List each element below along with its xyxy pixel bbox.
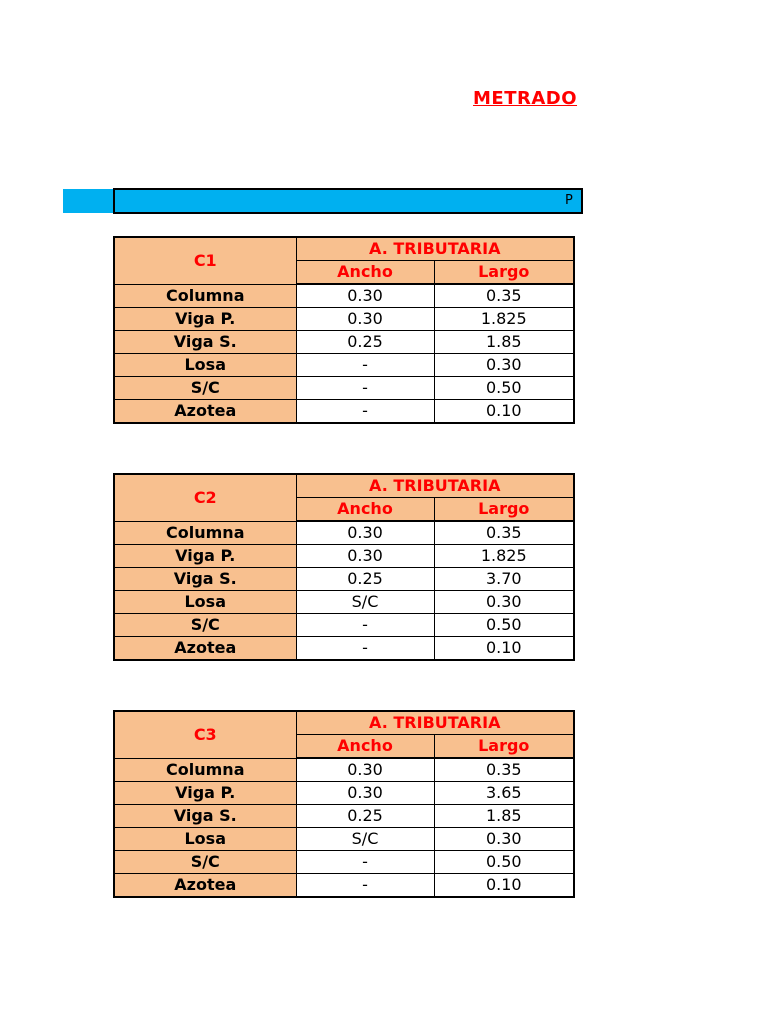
ancho-cell: - [296, 637, 434, 661]
row-label: Viga P. [114, 782, 296, 805]
header-bar-left [63, 189, 113, 213]
ancho-cell: - [296, 377, 434, 400]
table-row [114, 400, 574, 424]
row-label: Viga P. [114, 308, 296, 331]
row-label: S/C [114, 851, 296, 874]
col-ancho-header: Ancho [296, 498, 434, 522]
largo-cell: 3.70 [434, 568, 574, 591]
col-ancho-header: Ancho [296, 735, 434, 759]
largo-cell: 0.30 [434, 828, 574, 851]
tributaria-header: A. TRIBUTARIA [296, 237, 574, 261]
header-bar-text: P [565, 193, 573, 208]
row-label: Viga S. [114, 805, 296, 828]
table-row [114, 354, 574, 377]
largo-cell: 1.85 [434, 331, 574, 354]
row-label: Columna [114, 521, 296, 545]
largo-cell: 0.50 [434, 377, 574, 400]
row-label: Azotea [114, 400, 296, 424]
table-row [114, 284, 574, 308]
ancho-cell: 0.25 [296, 331, 434, 354]
ancho-cell: 0.30 [296, 545, 434, 568]
ancho-cell: 0.30 [296, 308, 434, 331]
largo-cell: 1.85 [434, 805, 574, 828]
row-label: S/C [114, 614, 296, 637]
ancho-cell: - [296, 614, 434, 637]
largo-cell: 0.35 [434, 758, 574, 782]
row-label: Losa [114, 828, 296, 851]
table-row [114, 874, 574, 898]
tributaria-header: A. TRIBUTARIA [296, 474, 574, 498]
col-largo-header: Largo [434, 735, 574, 759]
table-row [114, 851, 574, 874]
row-label: Columna [114, 284, 296, 308]
ancho-cell: 0.30 [296, 758, 434, 782]
largo-cell: 0.50 [434, 851, 574, 874]
table-row [114, 331, 574, 354]
ancho-cell: 0.25 [296, 805, 434, 828]
ancho-cell: 0.30 [296, 284, 434, 308]
table-row [114, 308, 574, 331]
ancho-cell: 0.30 [296, 782, 434, 805]
row-label: S/C [114, 377, 296, 400]
largo-cell: 0.30 [434, 354, 574, 377]
ancho-cell: S/C [296, 591, 434, 614]
table-c3 [113, 710, 575, 898]
row-label: Viga S. [114, 331, 296, 354]
table-row [114, 758, 574, 782]
tributaria-header: A. TRIBUTARIA [296, 711, 574, 735]
ancho-cell: - [296, 874, 434, 898]
col-ancho-header: Ancho [296, 261, 434, 285]
row-label: Azotea [114, 874, 296, 898]
largo-cell: 0.50 [434, 614, 574, 637]
largo-cell: 3.65 [434, 782, 574, 805]
table-row [114, 545, 574, 568]
table-row [114, 591, 574, 614]
row-label: Viga P. [114, 545, 296, 568]
page-title: METRADO [473, 88, 578, 109]
row-label: Losa [114, 354, 296, 377]
ancho-cell: - [296, 400, 434, 424]
row-label: Azotea [114, 637, 296, 661]
table-row [114, 828, 574, 851]
table-row [114, 637, 574, 661]
col-largo-header: Largo [434, 261, 574, 285]
ancho-cell: 0.30 [296, 521, 434, 545]
ancho-cell: - [296, 851, 434, 874]
table-row [114, 805, 574, 828]
table-name: C2 [114, 474, 296, 521]
largo-cell: 0.10 [434, 400, 574, 424]
row-label: Columna [114, 758, 296, 782]
ancho-cell: - [296, 354, 434, 377]
largo-cell: 1.825 [434, 545, 574, 568]
table-c1 [113, 236, 575, 424]
header-bar [113, 188, 583, 214]
table-row [114, 568, 574, 591]
table-name: C1 [114, 237, 296, 284]
ancho-cell: 0.25 [296, 568, 434, 591]
largo-cell: 0.10 [434, 637, 574, 661]
largo-cell: 0.35 [434, 521, 574, 545]
table-row [114, 377, 574, 400]
largo-cell: 0.30 [434, 591, 574, 614]
table-row [114, 614, 574, 637]
ancho-cell: S/C [296, 828, 434, 851]
table-row [114, 782, 574, 805]
row-label: Viga S. [114, 568, 296, 591]
table-name: C3 [114, 711, 296, 758]
largo-cell: 1.825 [434, 308, 574, 331]
largo-cell: 0.10 [434, 874, 574, 898]
largo-cell: 0.35 [434, 284, 574, 308]
col-largo-header: Largo [434, 498, 574, 522]
row-label: Losa [114, 591, 296, 614]
table-row [114, 521, 574, 545]
table-c2 [113, 473, 575, 661]
